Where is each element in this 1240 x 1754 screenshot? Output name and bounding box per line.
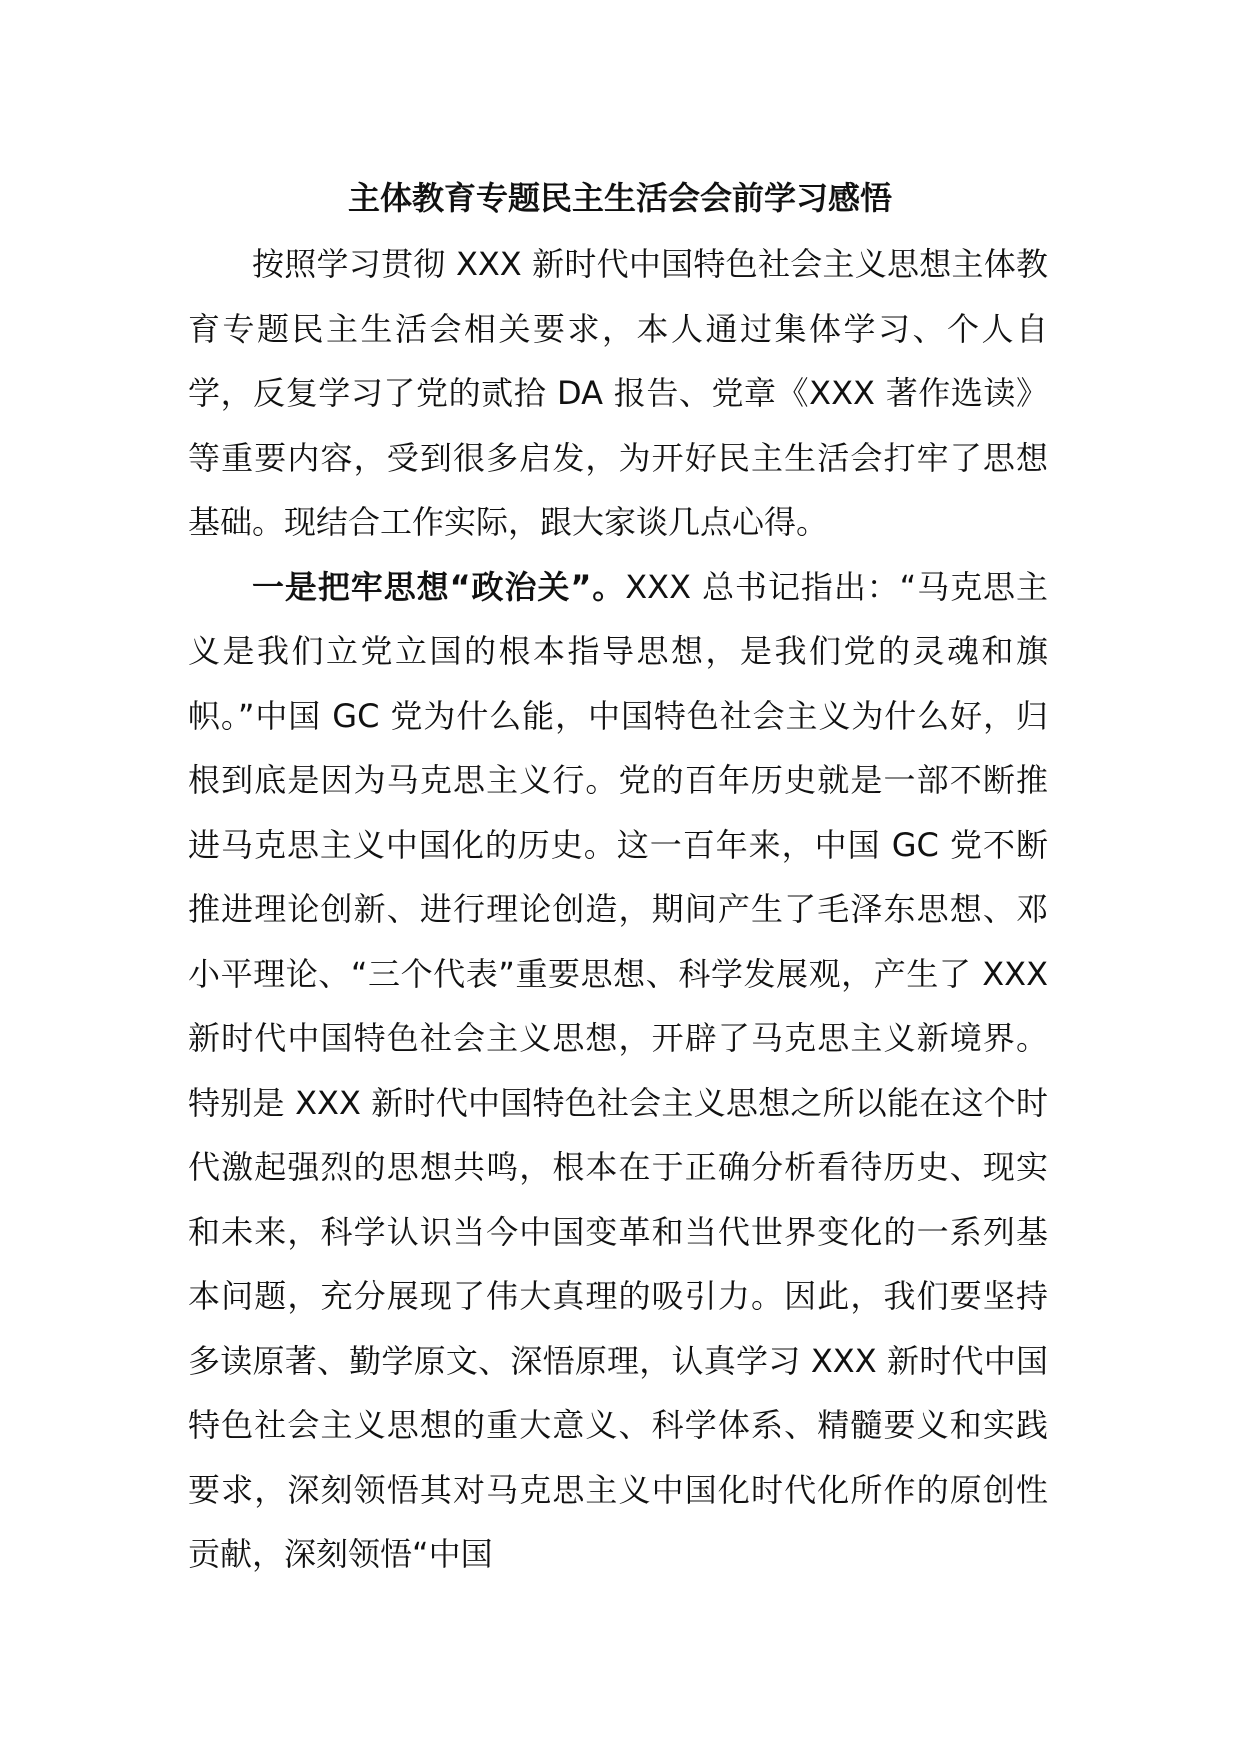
paragraph-body-political: XXX 总书记指出：“马克思主义是我们立党立国的根本指导思想，是我们党的灵魂和旗帜。”中国 GC 党为什么能，中国特色社会主义为什么好，归根到底是因为马克思主义行。党的百年历史就是一部不断推进马克思主义中国化的历史。这一百年来，中国 GC 党不断推进理论创新、进行理论创造，期间产生了毛泽东思想、邓小平理论、“三个代表”重要思想、科学发展观，产生了 XXX 新时代中国特色社会主义思想，开辟了马克思主义新境界。特别是 XXX 新时代中国特色社会主义思想之所以能在这个时代激起强烈的思想共鸣，根本在于正确分析看待历史、现实和未来，科学认识当今中国变革和当代世界变化的一系列基本问题，充分展现了伟大真理的吸引力。因此，我们要坚持多读原著、勤学原文、深悟原理，认真学习 XXX 新时代中国特色社会主义思想的重大意义、科学体系、精髓要义和实践要求，深刻领悟其对马克思主义中国化时代化所作的原创性贡献，深刻领悟“中国 bbox=[188, 567, 1048, 1573]
paragraph-political bbox=[188, 555, 1048, 1587]
paragraph-heading-political: 一是把牢思想“政治关”。 bbox=[252, 567, 626, 606]
document-body bbox=[188, 232, 1048, 1587]
paragraph-intro: 按照学习贯彻 XXX 新时代中国特色社会主义思想主体教育专题民主生活会相关要求，本人通过集体学习、个人自学，反复学习了党的贰拾 DA 报告、党章《XXX 著作选读》等重要内容，受到很多启发，为开好民主生活会打牢了思想基础。现结合工作实际，跟大家谈几点心得。 bbox=[188, 245, 1048, 541]
document-title: 主体教育专题民主生活会会前学习感悟 bbox=[347, 179, 892, 217]
